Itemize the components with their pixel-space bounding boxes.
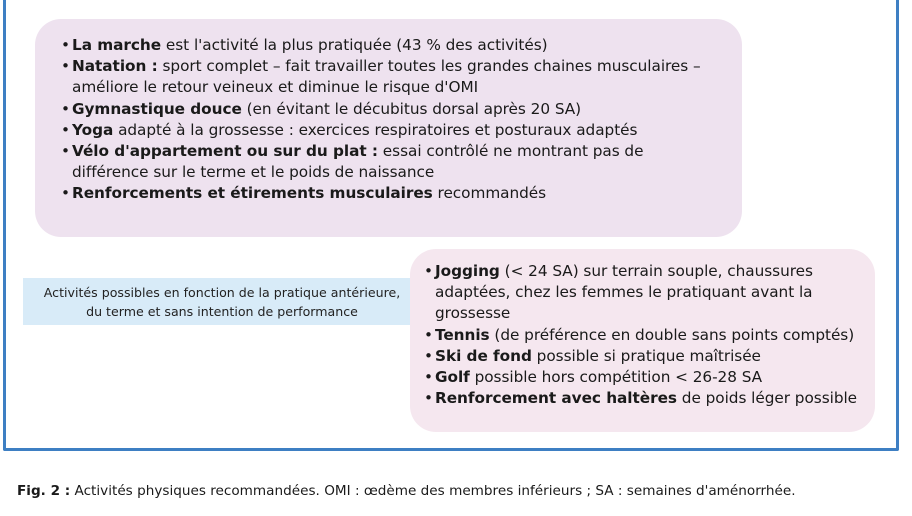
list-item: • Yoga adapté à la grossesse : exercices respiratoires et posturaux adaptés: [61, 120, 724, 141]
conditional-activities-list: [424, 261, 869, 409]
list-item: • Golf possible hors compétition < 26-28 SA: [424, 367, 869, 388]
list-item: • Vélo d'appartement ou sur du plat : essai contrôlé ne montrant pas de différence sur le terme et le poids de naissance: [61, 141, 662, 183]
list-item: • Renforcements et étirements musculaires recommandés: [61, 183, 724, 204]
recommended-activities-panel: [35, 19, 742, 237]
list-item: • Natation : sport complet – fait travailler toutes les grandes chaines musculaires – améliore le retour veineux et diminue le risque d'OMI: [61, 56, 732, 98]
caption-label: Fig. 2 :: [17, 483, 71, 499]
recommended-activities-list: [61, 35, 724, 205]
figure-caption: [17, 482, 907, 500]
list-item: • Renforcement avec haltères de poids léger possible: [424, 388, 869, 409]
list-item: • Ski de fond possible si pratique maîtrisée: [424, 346, 869, 367]
list-item: • La marche est l'activité la plus pratiquée (43 % des activités): [61, 35, 724, 56]
list-item: • Jogging (< 24 SA) sur terrain souple, chaussures adaptées, chez les femmes le pratiquant avant la grossesse: [424, 261, 845, 325]
conditional-activities-label: [23, 278, 421, 325]
list-item: • Tennis (de préférence en double sans points comptés): [424, 325, 869, 346]
caption-text: Activités physiques recommandées. OMI : œdème des membres inférieurs ; SA : semaines d'aménorrhée.: [70, 483, 796, 499]
side-label-line-1: Activités possibles en fonction de la pratique antérieure,: [43, 285, 401, 300]
side-label-line-2: du terme et sans intention de performance: [86, 304, 358, 319]
conditional-activities-panel: [410, 249, 875, 432]
list-item: • Gymnastique douce (en évitant le décubitus dorsal après 20 SA): [61, 99, 724, 120]
